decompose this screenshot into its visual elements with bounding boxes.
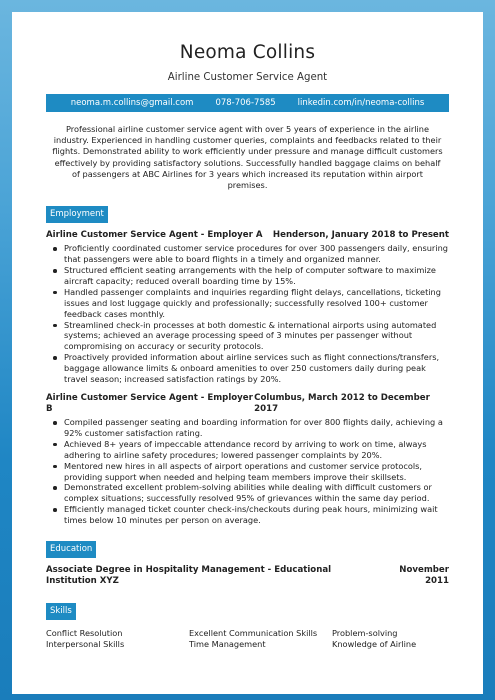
education-heading: Education (46, 541, 96, 558)
skills-grid (46, 628, 449, 649)
list-item: Streamlined check-in processes at both domestic & international airports using automated systems; achieved an average processing speed of 3 minutes per passenger without compromising on accuracy or security protocols. (52, 320, 449, 353)
list-item: Efficiently managed ticket counter check-ins/checkouts during peak hours, minimizing wait times below 10 minutes per person on average. (52, 504, 449, 526)
job-entry (46, 393, 449, 526)
list-item: Handled passenger complaints and inquiries regarding flight delays, cancellations, ticketing issues and lost luggage quickly and professionally; successfully resolved 100+ customer feedback cases monthly. (52, 287, 449, 320)
summary-paragraph: Professional airline customer service agent with over 5 years of experience in the airline industry. Experienced in handling customer queries, complaints and feedbacks related to their flights. Demonstrated ability to work efficiently under pressure and manage difficult customers effectively by providing satisfactory solutions. Successfully handled baggage claims on behalf of passengers at ABC Airlines for 3 years which increased its reputation within airport premises. (52, 124, 443, 191)
phone-number[interactable]: 078-706-7585 (215, 98, 276, 108)
list-item: Proficiently coordinated customer service procedures for over 300 passengers daily, ensuring that passengers were able to board flights in a timely and organized manner. (52, 243, 449, 265)
list-item: Demonstrated excellent problem-solving abilities while dealing with difficult customers or complex situations; successfully resolved 95% of grievances within the same day period. (52, 482, 449, 504)
job-bullets (46, 417, 449, 526)
job-location-date: Columbus, March 2012 to December 2017 (254, 393, 430, 414)
list-item: Compiled passenger seating and boarding information for over 800 flights daily, achieving a 92% customer satisfaction rating. (52, 417, 449, 439)
skill-item: Excellent Communication Skills (189, 628, 318, 639)
candidate-name: Neoma Collins (179, 42, 316, 63)
job-entry (46, 230, 449, 385)
job-location-date: Henderson, January 2018 to Present (272, 230, 449, 241)
skill-item: Time Management (189, 638, 266, 649)
linkedin-link[interactable]: linkedin.com/in/neoma-collins (297, 98, 425, 108)
degree-text: Associate Degree in Hospitality Management - Educational Institution XYZ (46, 565, 332, 587)
education-entry (46, 565, 449, 587)
email-link[interactable]: neoma.m.collins@gmail.com (70, 98, 194, 108)
graduation-date: November 2011 (399, 565, 449, 587)
skill-item: Knowledge of Airline (332, 638, 417, 649)
skill-item: Interpersonal Skills (46, 638, 125, 649)
contact-bar (46, 94, 449, 112)
list-item: Structured efficient seating arrangements with the help of computer software to maximize aircraft capacity; reduced overall boarding time by 15%. (52, 265, 449, 287)
job-title: Airline Customer Service Agent (167, 72, 328, 83)
employment-heading: Employment (46, 206, 108, 223)
job-bullets (46, 243, 449, 385)
job-role: Airline Customer Service Agent - Employer A (46, 230, 263, 241)
list-item: Mentored new hires in all aspects of airport operations and customer service protocols, providing support when needed and helping team members improve their skillsets. (52, 461, 449, 483)
list-item: Proactively provided information about airline services such as flight connections/transfers, baggage allowance limits & onboard amenities to over 250 customers daily during peak travel season; increased satisfaction ratings by 20%. (52, 352, 449, 385)
job-role: Airline Customer Service Agent - Employer B (46, 393, 253, 414)
skill-item: Problem-solving (332, 628, 398, 639)
resume-page (12, 12, 483, 694)
skill-item: Conflict Resolution (46, 628, 123, 639)
skills-heading: Skills (46, 603, 76, 620)
list-item: Achieved 8+ years of impeccable attendance record by arriving to work on time, always adhering to airline safety procedures; lowered passenger complaints by 20%. (52, 439, 449, 461)
